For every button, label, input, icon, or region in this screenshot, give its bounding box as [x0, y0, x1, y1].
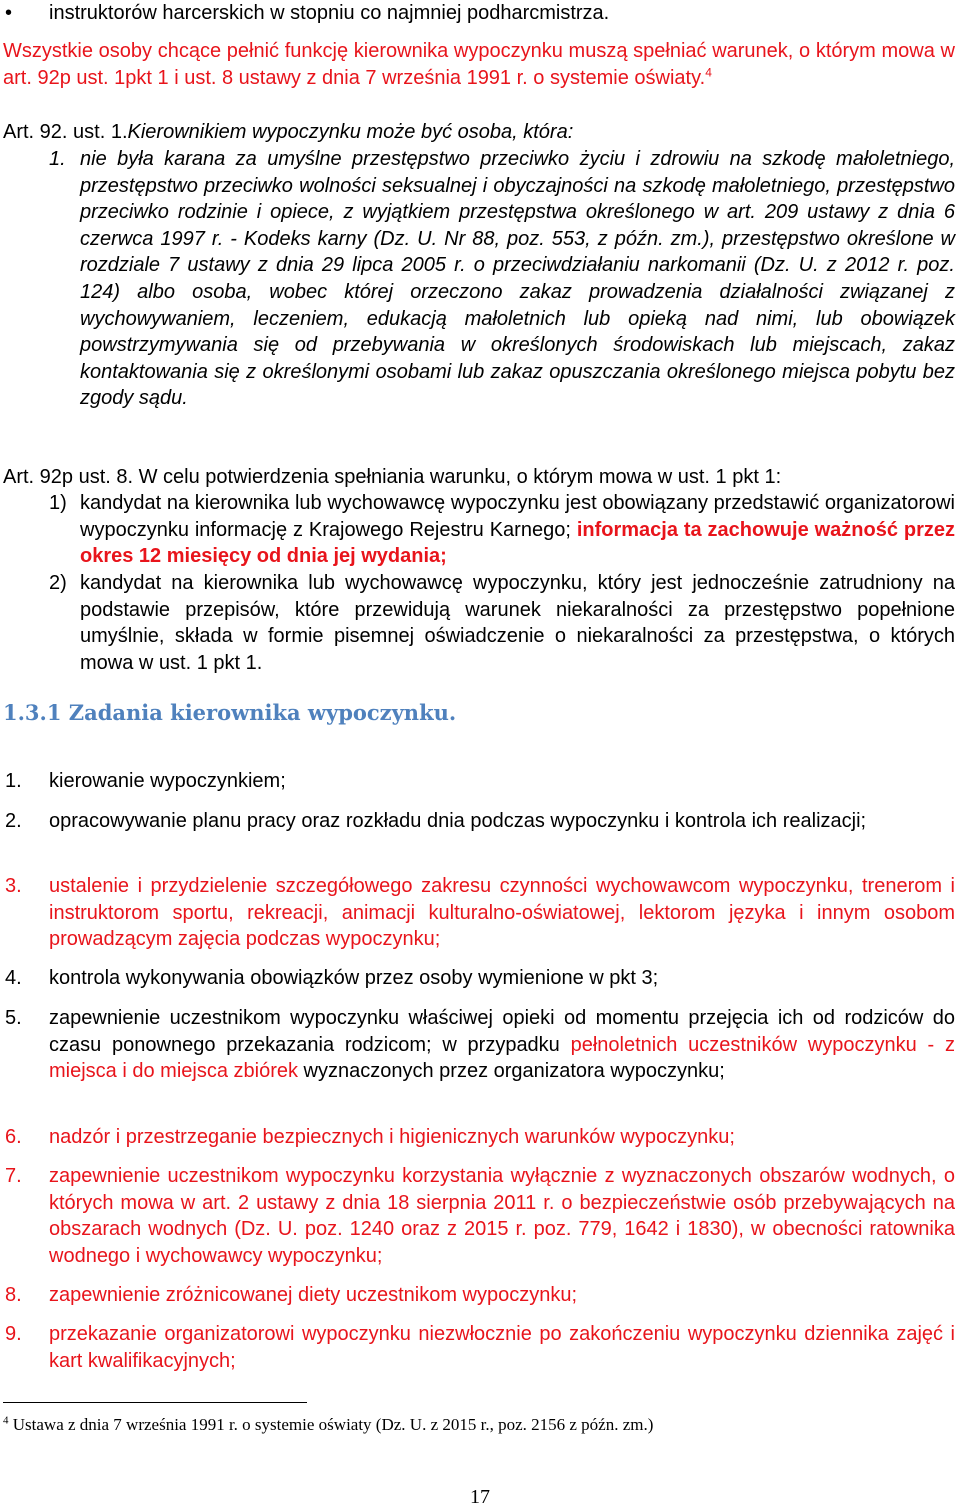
task-text-highlight: pełnoletnich uczestników wypoczynku - z miejsca i do miejsca zbiórek	[49, 1033, 955, 1083]
footnote-separator	[3, 1402, 307, 1403]
page-number: 17	[470, 1486, 490, 1508]
task-number: 1.	[5, 770, 22, 792]
article-intro-label: Art. 92. ust. 1.	[3, 121, 128, 143]
bullet-line-text: instruktorów harcerskich w stopniu co najmniej podharcmistrza.	[49, 2, 610, 24]
task-text: opracowywanie planu pracy oraz rozkładu dnia podczas wypoczynku i kontrola ich realizacji;	[49, 810, 867, 832]
requirement-text: Wszystkie osoby chcące pełnić funkcję kierownika wypoczynku muszą spełniać warunek, o którym mowa w art. 92p ust. 1pkt 1 i ust. 8 ustawy z dnia 7 września 1991 r. o systemie oświaty.	[3, 40, 955, 89]
task-text: nadzór i przestrzeganie bezpiecznych i higienicznych warunków wypoczynku;	[49, 1126, 735, 1148]
task-number: 2.	[5, 810, 22, 832]
article-92p-intro: Art. 92p ust. 8. W celu potwierdzenia spełniania warunku, o którym mowa w ust. 1 pkt 1:	[3, 466, 782, 488]
article-92p-item-highlight: informacja ta zachowuje ważność przez okres 12 miesięcy od dnia jej wydania;	[80, 518, 955, 568]
section-heading: 1.3.1 Zadania kierownika wypoczynku.	[3, 700, 457, 725]
task-text: kierowanie wypoczynkiem;	[49, 770, 286, 792]
article-intro	[3, 119, 955, 146]
task-text	[49, 1005, 955, 1085]
article-92p-item-number: 2)	[49, 572, 67, 594]
article-item-text: nie była karana za umyślne przestępstwo przeciwko życiu i zdrowiu na szkodę małoletniego, przestępstwo przeciwko wolności seksualnej i obyczajności na szkodę małoletniego, przestępstwo przeciwko rodzinie i opiece, z wyjątkiem przestępstwa określonego w art. 209 ustawy z dnia 6 czerwca 1997 r. - Kodeks karny (Dz. U. Nr 88, poz. 553, z późn. zm.), przestępstwo określone w rozdziale 7 ustawy z dnia 29 lipca 2005 r. o przeciwdziałaniu narkomanii (Dz. U. z 2012 r. poz. 124) albo osoba, wobec której orzeczono zakaz prowadzenia działalności związanej z wychowywaniem, leczeniem, edukacją małoletnich lub opieką nad nimi, lub obowiązek powstrzymywania się od przebywania w określonych środowiskach lub miejscach, zakaz kontaktowania się z określonymi osobami lub zakaz opuszczania określonego miejsca pobytu bez zgody sądu.	[80, 148, 955, 410]
requirement-paragraph	[3, 38, 955, 91]
task-number: 4.	[5, 967, 22, 989]
task-text-part: wyznaczonych przez organizatora wypoczynku;	[303, 1060, 725, 1083]
task-number: 6.	[5, 1126, 22, 1148]
footnote-number: 4	[3, 1414, 9, 1427]
task-text: kontrola wykonywania obowiązków przez osoby wymienione w pkt 3;	[49, 967, 659, 989]
bullet-marker: •	[5, 2, 13, 24]
task-text: ustalenie i przydzielenie szczegółowego zakresu czynności wychowawcom wypoczynku, trenerom i instruktorom sportu, rekreacji, animacji kulturalno-oświatowej, lektorom języka i innym osobom prowadzącym zajęcia podczas wypoczynku;	[49, 875, 955, 951]
article-intro-italic: Kierownikiem wypoczynku może być osoba, która:	[127, 121, 574, 143]
article-92p-item-number: 1)	[49, 492, 67, 514]
article-item-number: 1.	[49, 148, 66, 170]
article-92p-item	[80, 490, 955, 570]
task-number: 3.	[5, 875, 22, 897]
task-text-part: zapewnienie uczestnikom wypoczynku właściwej opieki od momentu przejęcia ich od rodziców do czasu ponownego przekazania rodzicom; w przypadku	[49, 1007, 955, 1056]
article-92p-item-text: kandydat na kierownika lub wychowawcę wypoczynku jest obowiązany przedstawić organizatorowi wypoczynku informację z Krajowego Rejestru Karnego;	[80, 492, 955, 541]
task-number: 7.	[5, 1165, 22, 1187]
article-92p-item-text: kandydat na kierownika lub wychowawcę wypoczynku, który jest jednocześnie zatrudniony na podstawie przepisów, które przewidują warunek niekaralności za przestępstwo popełnione umyślnie, składa w formie pisemnej oświadczenie o niekaralności za przestępstwa, o których mowa w ust. 1 pkt 1.	[80, 572, 955, 674]
task-text: zapewnienie uczestnikom wypoczynku korzystania wyłącznie z wyznaczonych obszarów wodnych, o których mowa w art. 2 ustawy z dnia 18 sierpnia 2011 r. o bezpieczeństwie osób przebywających na obszarach wodnych (Dz. U. poz. 1240 oraz z 2015 r. poz. 779, 1642 i 1830), w obecności ratownika wodnego i wychowawcy wypoczynku;	[49, 1165, 955, 1267]
footnote-reference: 4	[705, 64, 712, 79]
footnote-text: Ustawa z dnia 7 września 1991 r. o systemie oświaty (Dz. U. z 2015 r., poz. 2156 z późn. zm.)	[12, 1415, 654, 1434]
task-number: 8.	[5, 1284, 22, 1306]
footnote	[3, 1415, 653, 1435]
task-text: przekazanie organizatorowi wypoczynku niezwłocznie po zakończeniu wypoczynku dziennika zajęć i kart kwalifikacyjnych;	[49, 1323, 955, 1372]
task-number: 5.	[5, 1007, 22, 1029]
task-text: zapewnienie zróżnicowanej diety uczestnikom wypoczynku;	[49, 1284, 578, 1306]
task-number: 9.	[5, 1323, 22, 1345]
